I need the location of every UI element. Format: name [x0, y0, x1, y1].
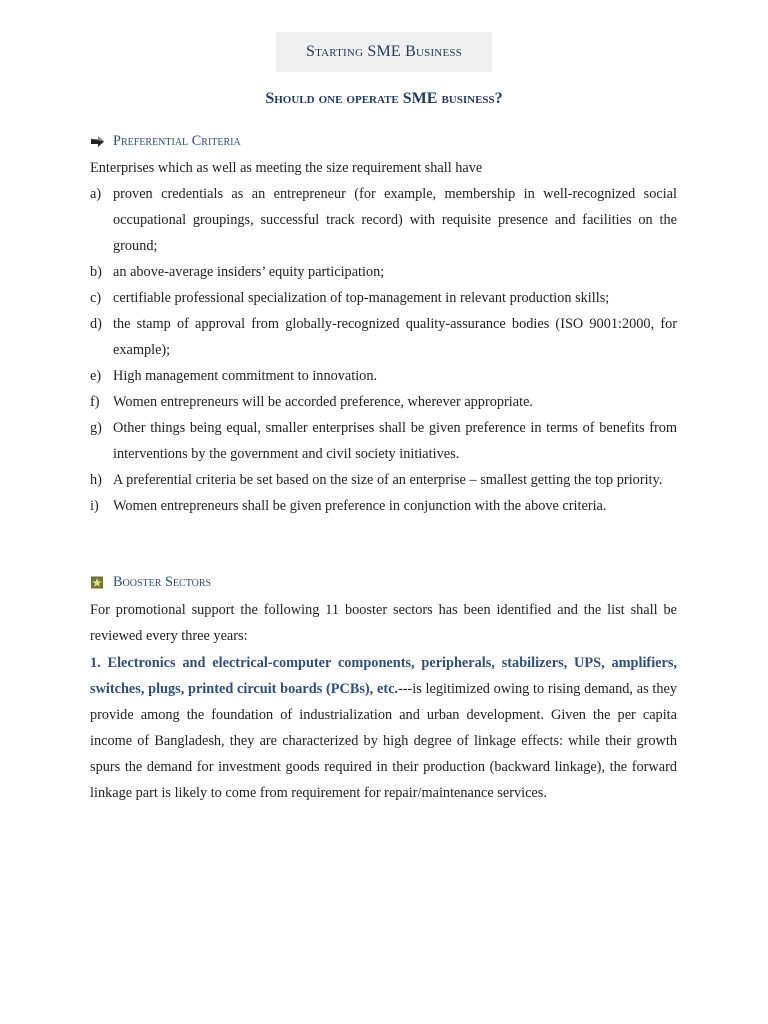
- section-heading-text: Preferential Criteria: [113, 133, 241, 149]
- title-box: [276, 32, 492, 72]
- list-marker: i): [90, 498, 99, 514]
- sector-title: 1. Electronics and electrical-computer components, peripherals, stabilizers, UPS, amplifiers, switches, plugs, printed circuit boards (PCBs), etc.: [90, 655, 677, 697]
- list-item-text: the stamp of approval from globally-recognized quality-assurance bodies (ISO 9001:2000, for example);: [113, 316, 677, 358]
- section-heading-preferential: [90, 133, 241, 150]
- list-item-text: Other things being equal, smaller enterprises shall be given preference in terms of benefits from interventions by the government and civil society initiatives.: [113, 420, 677, 462]
- list-item: [90, 363, 677, 389]
- list-item: [90, 493, 677, 519]
- section-heading-text: Booster Sectors: [113, 574, 212, 590]
- list-item: [90, 467, 677, 493]
- list-item-text: an above-average insiders’ equity participation;: [113, 264, 385, 280]
- star-box-bullet-icon: [90, 576, 105, 589]
- list-item: [90, 415, 677, 467]
- section-heading-booster: [90, 574, 211, 591]
- list-item-text: Women entrepreneurs will be accorded preference, wherever appropriate.: [113, 394, 533, 410]
- list-item: [90, 389, 677, 415]
- list-marker: h): [90, 472, 102, 488]
- list-item-text: certifiable professional specialization of top-management in relevant production skills;: [113, 290, 610, 306]
- list-item-text: A preferential criteria be set based on the size of an enterprise – smallest getting the top priority.: [113, 472, 663, 488]
- list-item-text: High management commitment to innovation.: [113, 368, 378, 384]
- criteria-list: [90, 181, 677, 519]
- list-marker: b): [90, 264, 102, 280]
- list-item: [90, 259, 677, 285]
- preferential-intro: Enterprises which as well as meeting the size requirement shall have: [90, 160, 483, 176]
- list-item: [90, 285, 677, 311]
- sector-paragraph: [90, 650, 677, 806]
- list-marker: a): [90, 186, 102, 202]
- list-item: [90, 181, 677, 259]
- list-marker: d): [90, 316, 102, 332]
- list-item-text: proven credentials as an entrepreneur (for example, membership in well-recognized social occupational groupings, successful track record) with requisite presence and facilities on the ground;: [113, 186, 677, 254]
- page-title: Starting SME Business: [305, 43, 463, 60]
- list-marker: f): [90, 394, 100, 410]
- sector-body: ---is legitimized owing to rising demand, as they provide among the foundation of industrialization and urban development. Given the per capita income of Bangladesh, they are characterized by high degree of linkage effects: while their growth spurs the demand for investment goods required in their production (backward linkage), the forward linkage part is likely to come from requirement for repair/maintenance services.: [90, 681, 677, 801]
- list-item: [90, 311, 677, 363]
- list-marker: c): [90, 290, 102, 306]
- list-marker: g): [90, 420, 102, 436]
- page-subtitle: Should one operate SME business?: [265, 90, 503, 107]
- list-item-text: Women entrepreneurs shall be given preference in conjunction with the above criteria.: [113, 498, 607, 514]
- list-marker: e): [90, 368, 102, 384]
- arrow-bullet-icon: [90, 135, 105, 148]
- booster-intro: For promotional support the following 11 booster sectors has been identified and the list shall be reviewed every three years:: [90, 602, 677, 644]
